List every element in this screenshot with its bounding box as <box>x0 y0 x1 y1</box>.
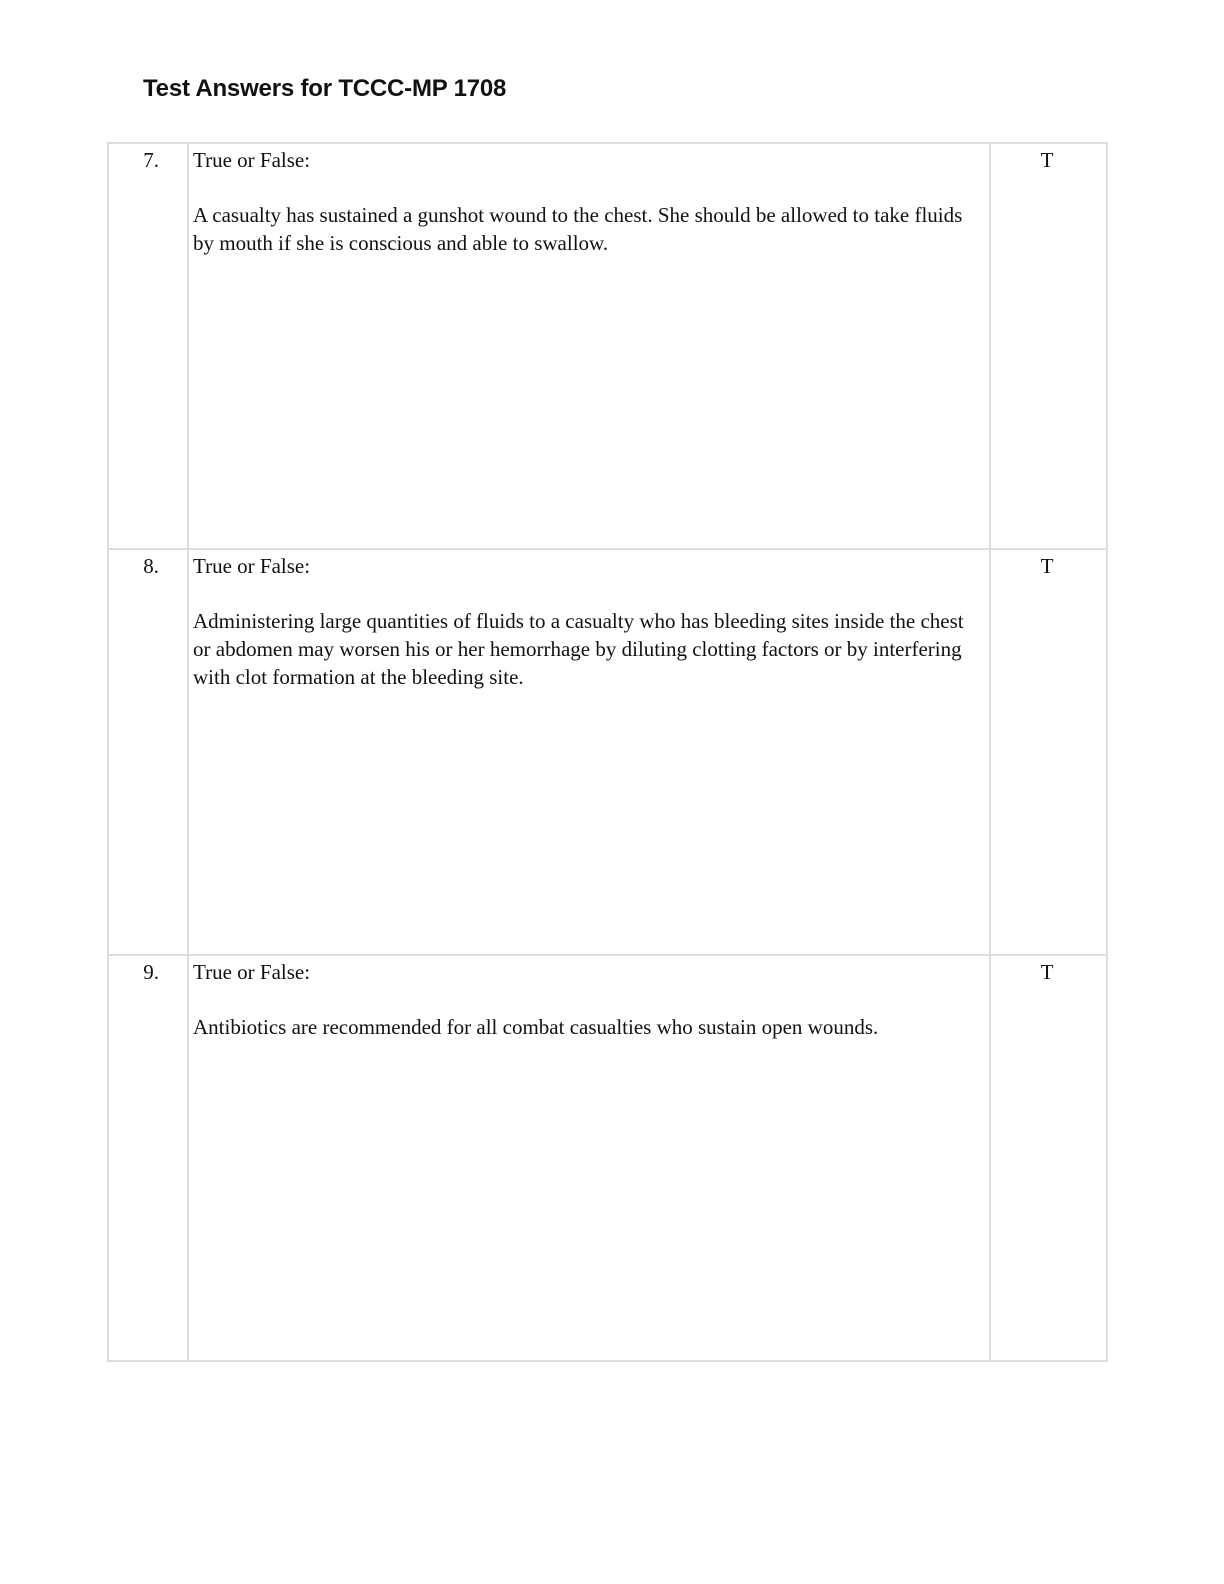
table-row <box>108 549 1107 955</box>
question-type-label: True or False: <box>193 554 311 578</box>
question-number: 8. <box>108 549 188 955</box>
question-text: Administering large quantities of fluids to a casualty who has bleeding sites inside the chest or abdomen may worsen his or her hemorrhage by diluting clotting factors or by interfering with clot formation at the bleeding site. <box>193 609 964 689</box>
question-cell <box>188 549 990 955</box>
question-number: 9. <box>108 955 188 1361</box>
question-type-label: True or False: <box>193 960 311 984</box>
answers-table <box>107 142 1108 1362</box>
question-cell <box>188 143 990 549</box>
question-text: Antibiotics are recommended for all combat casualties who sustain open wounds. <box>193 1015 879 1039</box>
table-row <box>108 955 1107 1361</box>
answer-value: T <box>990 143 1107 549</box>
table-row <box>108 143 1107 549</box>
answer-value: T <box>990 955 1107 1361</box>
question-number: 7. <box>108 143 188 549</box>
question-text: A casualty has sustained a gunshot wound to the chest. She should be allowed to take fluids by mouth if she is conscious and able to swallow. <box>193 203 963 255</box>
question-cell <box>188 955 990 1361</box>
page-title: Test Answers for TCCC-MP 1708 <box>143 75 507 102</box>
answer-value: T <box>990 549 1107 955</box>
question-type-label: True or False: <box>193 148 311 172</box>
